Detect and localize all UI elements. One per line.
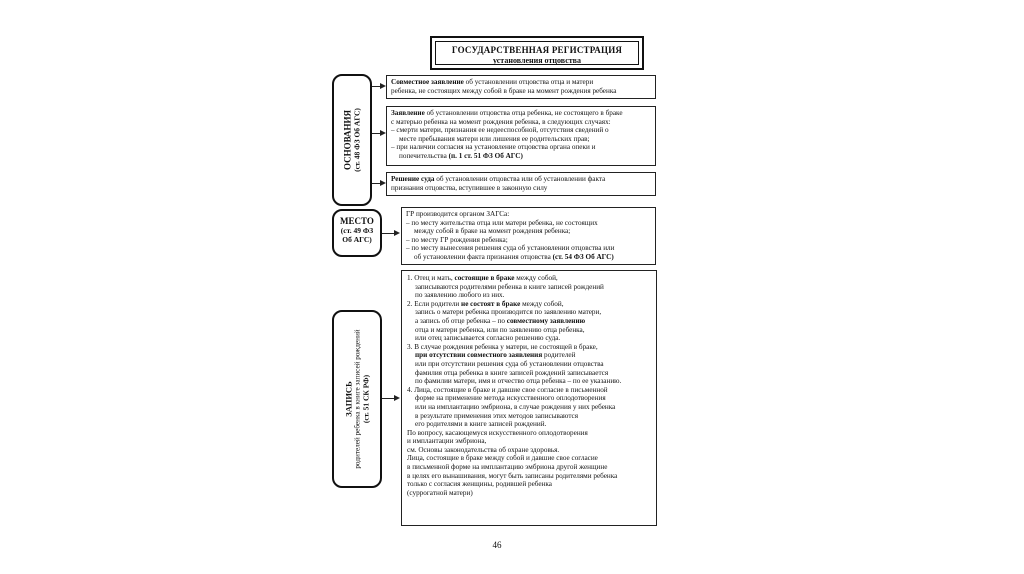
mesto-line4: – по месту ГР рождения ребенка; [406,235,508,244]
zapis-l23: в письменной форме на имплантацию эмбриона другой женщине [407,463,608,472]
zapis-l11: или при отсутствии решения суда об установлении отцовства [415,359,604,368]
joint-app-text2: ребенка, не состоящих между собой в браке на момент рождения ребенка [391,86,617,95]
zapis-l18: его родителями в книге записей рождений. [415,420,547,429]
zapis-l14: 4. Лица, состоящие в браке и давшие свое согласие в письменной [407,385,608,394]
zapis-l25: только с согласия женщины, родившей ребенка [407,480,552,489]
zapis-label-box [332,310,382,488]
mesto-title: МЕСТО [340,216,374,226]
mesto-box [401,207,656,265]
app-line5: – при наличии согласия на установление отцовства органа опеки и [391,143,596,152]
app-line6-ref: (п. 1 ст. 51 ФЗ Об АГС) [448,151,523,160]
app-line1: об установлении отцовства отца ребенка, не состоящего в браке [424,109,623,117]
mesto-line1: ГР производится органом ЗАГСа: [406,210,510,218]
zapis-box [401,270,657,526]
zapis-l6a: а запись об отце ребенка – по [415,316,507,325]
zapis-l4c: между собой, [520,299,564,308]
mesto-label-box [332,209,382,257]
court-text2: признания отцовства, вступившее в законную силу [391,183,548,192]
mesto-line5: – по месту вынесения решения суда об установлении отцовства или [406,244,615,253]
mesto-ref2: Об АГС) [342,235,372,244]
zapis-l19: По вопросу, касающемуся искусственного оплодотворения [407,428,588,437]
app-line4: месте пребывания матери или лишения ее родительских прав; [399,134,590,143]
zapis-l6b: совместному заявлению [506,316,586,325]
title-main: ГОСУДАРСТВЕННАЯ РЕГИСТРАЦИЯ [451,45,623,55]
zapis-l17: в результате применения этих методов записываются [415,411,579,420]
zapis-l7: отца и матери ребенка, или по заявлению отца ребенка, [415,325,585,334]
app-bold: Заявление [391,109,425,117]
zapis-l4b: не состоят в браке [461,299,521,308]
zapis-l13: по фамилии матери, имя и отчество отца ребенка – по ее указанию. [415,377,622,386]
zapis-l20: и имплантации эмбриона, [407,437,487,446]
zapis-l24: в целях его вынашивания, могут быть записаны родителями ребенка [407,471,618,480]
zapis-l10b: родителей [542,351,576,360]
zapis-label [344,310,371,488]
zapis-l1c: между собой, [514,274,558,282]
page-number: 46 [492,540,502,550]
zapis-l8: или отец записывается согласно решению суда. [415,334,561,343]
osnovaniya-box-court-decision [386,172,656,196]
title-sub: установления отцовства [493,56,581,65]
title-inner-frame [435,41,639,65]
app-line6: попечительства [399,151,449,160]
osnovaniya-label-box [332,74,372,206]
osnovaniya-ref: (ст. 48 ФЗ Об АГС) [352,108,362,172]
osnovaniya-box-application [386,106,656,166]
zapis-l15: форме на применение метода искусственного оплодотворения [415,394,606,403]
zapis-l16: или на имплантацию эмбриона, в случае рождения у них ребенка [415,402,616,411]
app-line3: – смерти матери, признания ее недееспособной, отсутствия сведений о [391,126,609,135]
zapis-l26: (суррогатной матери) [407,488,473,497]
zapis-l4a: 2. Если родители [407,299,462,308]
zapis-l3: по заявлению любого из них. [415,291,505,300]
zapis-l2: записываются родителями ребенка в книге записей рождений [415,282,604,291]
osnovaniya-title: ОСНОВАНИЯ [342,109,353,171]
zapis-l22: Лица, состоящие в браке между собой и давшие свое согласие [407,454,598,463]
mesto-ref1: (ст. 49 ФЗ [340,226,374,235]
app-line2: с матерью ребенка на момент рождения ребенка, в следующих случаях: [391,117,611,126]
osnovaniya-label [343,74,362,206]
zapis-l1b: состоящие в браке [454,274,515,282]
arrow-zapis-head [394,395,400,401]
zapis-l1a: 1. Отец и мать, [407,274,455,282]
mesto-line3: между собой в браке на момент рождения ребенка; [414,227,571,236]
zapis-l5: запись о матери ребенка производится по заявлению матери, [415,308,602,317]
mesto-line6: об установлении факта признания отцовства [414,252,553,261]
arrow-mesto-head [394,230,400,236]
zapis-ref: (ст. 51 СК РФ) [361,374,371,424]
zapis-sub: родителей ребенка в книге записей рождений [353,329,362,469]
title-box [430,36,644,70]
zapis-l12: фамилия отца ребенка в книге записей рождений записывается [415,368,609,377]
mesto-line2: – по месту жительства отца или матери ребенка, не состоящих [406,218,598,227]
zapis-l9: 3. В случае рождения ребенка у матери, не состоящей в браке, [407,342,598,351]
mesto-line6-ref: (ст. 54 ФЗ Об АГС) [552,252,614,261]
joint-app-text1: об установлении отцовства отца и матери [463,78,594,86]
joint-app-bold: Совместное заявление [391,78,464,86]
zapis-l21: см. Основы законодательства об охране здоровья. [407,445,560,454]
osnovaniya-box-joint-application [386,75,656,99]
court-bold: Решение суда [391,175,435,183]
court-text1: об установлении отцовства или об установлении факта [434,175,606,183]
zapis-title: ЗАПИСЬ [343,381,354,417]
zapis-l10a: при отсутствии совместного заявления [415,351,543,360]
